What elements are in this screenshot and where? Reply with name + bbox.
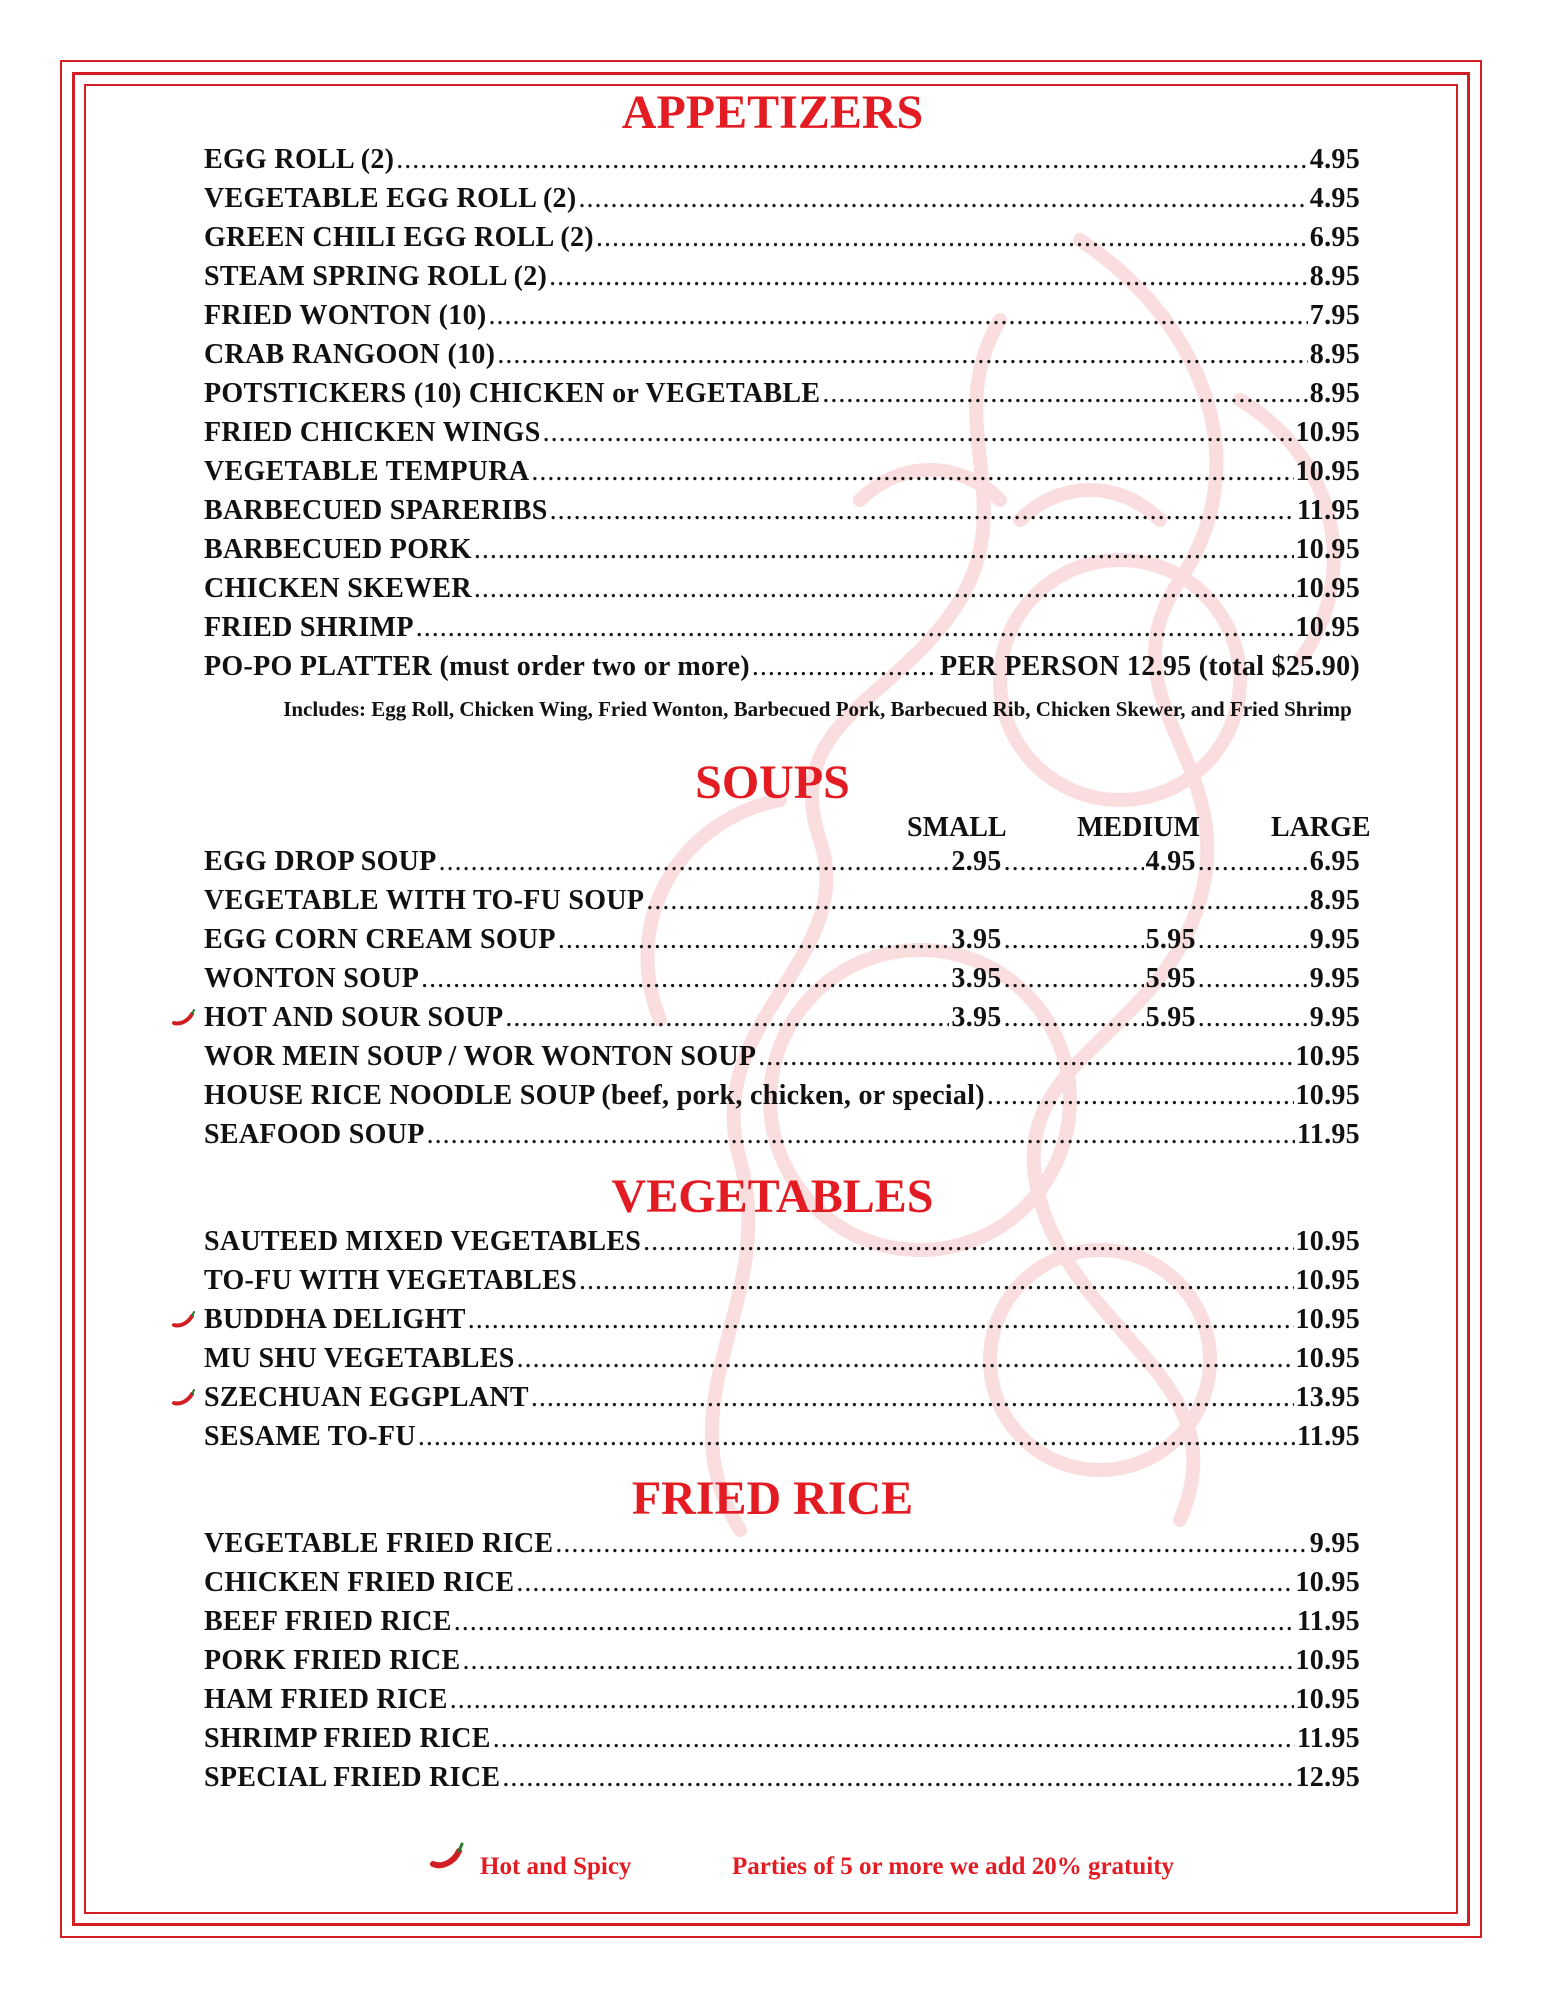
item-name: FRIED WONTON (10)	[204, 300, 487, 331]
item-name: VEGETABLE EGG ROLL (2)	[204, 183, 577, 214]
item-name: SPECIAL FRIED RICE	[204, 1762, 501, 1793]
item-price: 12.95	[1295, 1762, 1360, 1793]
item-price: 10.95	[1295, 1343, 1360, 1374]
menu-item	[204, 845, 1360, 879]
item-price: 9.95	[1309, 1528, 1360, 1559]
item-price-medium: 5.95	[1145, 1002, 1196, 1033]
item-price: 11.95	[1297, 1723, 1360, 1754]
item-price-small: 3.95	[951, 963, 1002, 994]
item-price: 10.95	[1295, 534, 1360, 565]
item-name: VEGETABLE TEMPURA	[204, 456, 530, 487]
item-name: POTSTICKERS (10) CHICKEN or VEGETABLE	[204, 378, 821, 409]
item-price-large: 9.95	[1309, 963, 1360, 994]
item-price: 10.95	[1295, 1645, 1360, 1676]
item-name: FRIED CHICKEN WINGS	[204, 417, 541, 448]
menu-item	[204, 1644, 1360, 1678]
item-name: EGG ROLL (2)	[204, 144, 395, 175]
item-price: 7.95	[1309, 300, 1360, 331]
item-price-medium: 5.95	[1145, 963, 1196, 994]
item-price-small: 2.95	[951, 846, 1002, 877]
soup-size-medium: MEDIUM	[1077, 812, 1200, 843]
menu-item	[204, 1001, 1360, 1035]
menu-item	[204, 1264, 1360, 1298]
item-name: CRAB RANGOON (10)	[204, 339, 496, 370]
menu-item	[204, 1605, 1360, 1639]
menu-item	[204, 1761, 1360, 1795]
menu-item	[204, 1040, 1360, 1074]
menu-item	[204, 650, 1360, 684]
menu-item	[204, 1566, 1360, 1600]
soup-size-large: LARGE	[1271, 812, 1371, 843]
menu-item	[204, 299, 1360, 333]
hot-and-spicy-legend: Hot and Spicy	[480, 1853, 632, 1880]
chili-pepper-icon	[172, 1389, 196, 1407]
menu-item	[204, 1683, 1360, 1717]
chili-pepper-icon	[172, 1009, 196, 1027]
menu-item	[204, 1381, 1360, 1415]
item-name: PORK FRIED RICE	[204, 1645, 461, 1676]
item-price: 4.95	[1309, 183, 1360, 214]
menu-item	[204, 611, 1360, 645]
menu-item	[204, 1225, 1360, 1259]
soups-title: SOUPS	[695, 756, 850, 809]
menu-item	[204, 1118, 1360, 1152]
item-name: FRIED SHRIMP	[204, 612, 414, 643]
item-name: CHICKEN SKEWER	[204, 573, 472, 604]
menu-item	[204, 923, 1360, 957]
item-name: SZECHUAN EGGPLANT	[204, 1382, 529, 1413]
menu-item	[204, 182, 1360, 216]
item-name: SHRIMP FRIED RICE	[204, 1723, 491, 1754]
item-price-medium: 5.95	[1145, 924, 1196, 955]
item-price-large: 10.95	[1295, 1080, 1360, 1111]
item-price-large: 10.95	[1295, 1041, 1360, 1072]
item-name: MU SHU VEGETABLES	[204, 1343, 515, 1374]
menu-item	[204, 1722, 1360, 1756]
menu-item	[204, 1342, 1360, 1376]
item-price-large: 11.95	[1297, 1119, 1360, 1150]
menu-item	[204, 377, 1360, 411]
item-price-large: 8.95	[1309, 885, 1360, 916]
menu-item	[204, 533, 1360, 567]
item-price: 6.95	[1309, 222, 1360, 253]
item-price-large: 9.95	[1309, 924, 1360, 955]
gratuity-note: Parties of 5 or more we add 20% gratuity	[732, 1853, 1175, 1880]
item-price: 8.95	[1309, 378, 1360, 409]
item-name: SEAFOOD SOUP	[204, 1119, 425, 1150]
item-name: BARBECUED SPARERIBS	[204, 495, 548, 526]
fried-rice-title: FRIED RICE	[631, 1472, 914, 1525]
item-name: PO-PO PLATTER (must order two or more)	[204, 651, 750, 682]
item-price: 10.95	[1295, 1304, 1360, 1335]
item-price: 8.95	[1309, 339, 1360, 370]
item-name: EGG CORN CREAM SOUP	[204, 924, 556, 955]
item-name: SAUTEED MIXED VEGETABLES	[204, 1226, 642, 1257]
item-name: HOT AND SOUR SOUP	[204, 1002, 504, 1033]
item-name: WONTON SOUP	[204, 963, 420, 994]
item-name: EGG DROP SOUP	[204, 846, 437, 877]
item-name: BEEF FRIED RICE	[204, 1606, 452, 1637]
soup-size-small: SMALL	[907, 812, 1007, 843]
item-name: SESAME TO-FU	[204, 1421, 416, 1452]
menu-item	[204, 1303, 1360, 1337]
item-price: 10.95	[1295, 1567, 1360, 1598]
menu-item	[204, 455, 1360, 489]
menu-item	[204, 143, 1360, 177]
item-price: 10.95	[1295, 417, 1360, 448]
item-price-small: 3.95	[951, 1002, 1002, 1033]
appetizers-title: APPETIZERS	[621, 86, 924, 139]
menu-item	[204, 884, 1360, 918]
item-name: WOR MEIN SOUP / WOR WONTON SOUP	[204, 1041, 757, 1072]
menu-item	[204, 260, 1360, 294]
item-name: TO-FU WITH VEGETABLES	[204, 1265, 578, 1296]
chili-pepper-icon	[430, 1842, 466, 1870]
item-price: 11.95	[1297, 1421, 1360, 1452]
menu-item	[204, 494, 1360, 528]
item-name: STEAM SPRING ROLL (2)	[204, 261, 548, 292]
item-price: 10.95	[1295, 456, 1360, 487]
item-price: 10.95	[1295, 573, 1360, 604]
item-name: HOUSE RICE NOODLE SOUP (beef, pork, chicken, or special)	[204, 1080, 985, 1111]
item-name: CHICKEN FRIED RICE	[204, 1567, 515, 1598]
item-name: HAM FRIED RICE	[204, 1684, 448, 1715]
menu-item	[204, 338, 1360, 372]
menu-item	[204, 1079, 1360, 1113]
item-price: 10.95	[1295, 612, 1360, 643]
item-name: GREEN CHILI EGG ROLL (2)	[204, 222, 594, 253]
item-price: 11.95	[1297, 495, 1360, 526]
item-name: VEGETABLE FRIED RICE	[204, 1528, 554, 1559]
item-name: BUDDHA DELIGHT	[204, 1304, 466, 1335]
menu-item	[204, 416, 1360, 450]
item-price: 4.95	[1309, 144, 1360, 175]
item-price: 11.95	[1297, 1606, 1360, 1637]
platter-includes-note: Includes: Egg Roll, Chicken Wing, Fried Wonton, Barbecued Pork, Barbecued Rib, Chicken Skewer, and Fried Shrimp	[283, 697, 1352, 721]
item-price: PER PERSON 12.95 (total $25.90)	[940, 651, 1360, 682]
item-price: 13.95	[1295, 1382, 1360, 1413]
item-price-medium: 4.95	[1145, 846, 1196, 877]
vegetables-title: VEGETABLES	[611, 1170, 934, 1223]
item-price: 10.95	[1295, 1265, 1360, 1296]
menu-item	[204, 962, 1360, 996]
menu-item	[204, 1527, 1360, 1561]
item-price: 10.95	[1295, 1684, 1360, 1715]
item-price-large: 6.95	[1309, 846, 1360, 877]
chili-pepper-icon	[172, 1311, 196, 1329]
item-price-large: 9.95	[1309, 1002, 1360, 1033]
item-name: VEGETABLE WITH TO-FU SOUP	[204, 885, 645, 916]
item-price: 10.95	[1295, 1226, 1360, 1257]
item-price-small: 3.95	[951, 924, 1002, 955]
item-price: 8.95	[1309, 261, 1360, 292]
menu-item	[204, 572, 1360, 606]
menu-item	[204, 221, 1360, 255]
item-name: BARBECUED PORK	[204, 534, 472, 565]
menu-item	[204, 1420, 1360, 1454]
